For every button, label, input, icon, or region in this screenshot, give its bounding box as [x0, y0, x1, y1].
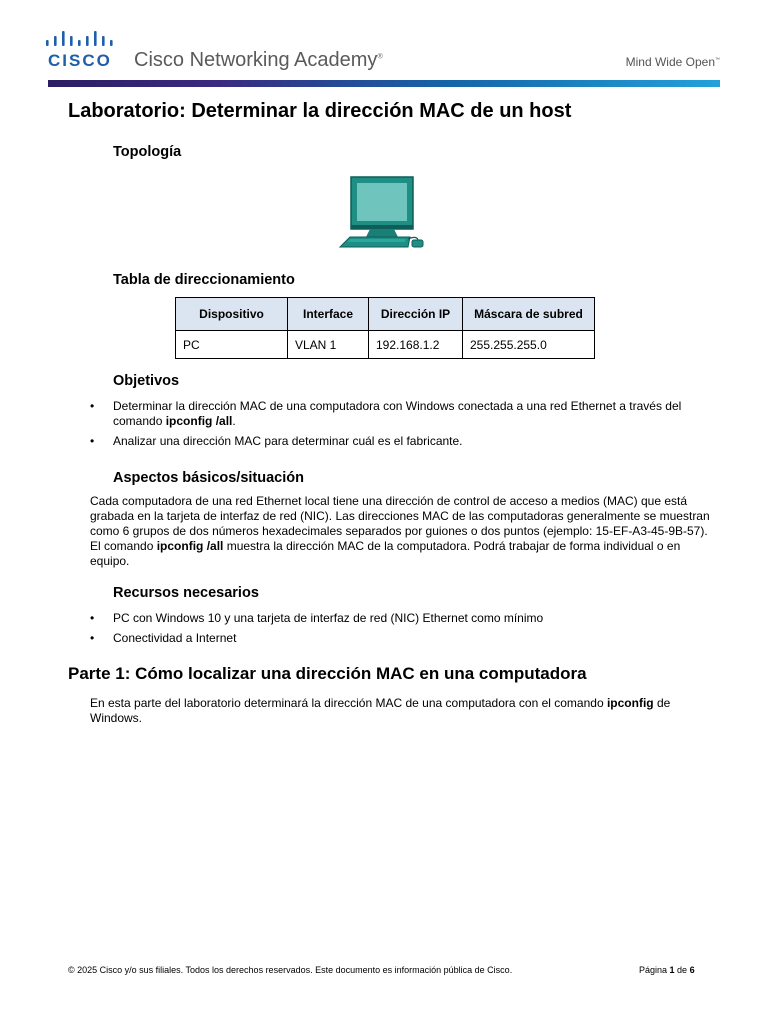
list-item: • Conectividad a Internet [90, 631, 710, 646]
table-row [176, 331, 595, 359]
topology-heading: Topología [113, 144, 182, 160]
footer-copyright: © 2025 Cisco y/o sus filiales. Todos los derechos reservados. Este documento es información pública de Cisco. [68, 965, 513, 975]
cisco-logo-icon [46, 31, 114, 49]
table-cell: 192.168.1.2 [369, 331, 463, 359]
addressing-table [175, 297, 595, 359]
addressing-heading: Tabla de direccionamiento [113, 272, 295, 288]
header-gradient-bar [48, 80, 720, 87]
pc-icon [338, 175, 428, 253]
list-item: • PC con Windows 10 y una tarjeta de interfaz de red (NIC) Ethernet como mínimo [90, 611, 710, 626]
column-header: Dispositivo [176, 298, 288, 331]
academy-title: Cisco Networking Academy® [134, 49, 383, 71]
background-paragraph: Cada computadora de una red Ethernet local tiene una dirección de control de acceso a medios (MAC) que está grabada en la tarjeta de interfaz de red (NIC). Las direcciones MAC de las computadoras generalmente se muestran como 6 grupos de dos números hexadecimales separados por guiones o dos puntos (ejemplo: 15-EF-A3-45-9B-57). El comando ipconfig /all muestra la dirección MAC de la computadora. Podrá trabajar de forma individual o en equipo. [90, 494, 710, 568]
cisco-wordmark: CISCO [48, 51, 112, 70]
footer-page-number: Página 1 de 6 [639, 965, 695, 975]
column-header: Dirección IP [369, 298, 463, 331]
table-header-row [176, 298, 595, 331]
list-item: • Determinar la dirección MAC de una computadora con Windows conectada a una red Ethernet a través del comando ipconfig /all. [90, 399, 710, 429]
background-heading: Aspectos básicos/situación [113, 470, 304, 486]
resources-list [90, 611, 710, 651]
table-cell: VLAN 1 [288, 331, 369, 359]
column-header: Interface [288, 298, 369, 331]
column-header: Máscara de subred [463, 298, 595, 331]
list-item: • Analizar una dirección MAC para determinar cuál es el fabricante. [90, 434, 710, 449]
page-title: Laboratorio: Determinar la dirección MAC de un host [68, 100, 572, 122]
objectives-list [90, 399, 710, 454]
part1-paragraph: En esta parte del laboratorio determinará la dirección MAC de una computadora con el comando ipconfig de Windows. [90, 696, 671, 725]
table-cell: 255.255.255.0 [463, 331, 595, 359]
objectives-heading: Objetivos [113, 373, 180, 389]
resources-heading: Recursos necesarios [113, 585, 259, 601]
table-cell: PC [176, 331, 288, 359]
part1-heading: Parte 1: Cómo localizar una dirección MAC en una computadora [68, 664, 587, 683]
tagline: Mind Wide Open™ [625, 55, 720, 69]
page-header [0, 0, 768, 90]
